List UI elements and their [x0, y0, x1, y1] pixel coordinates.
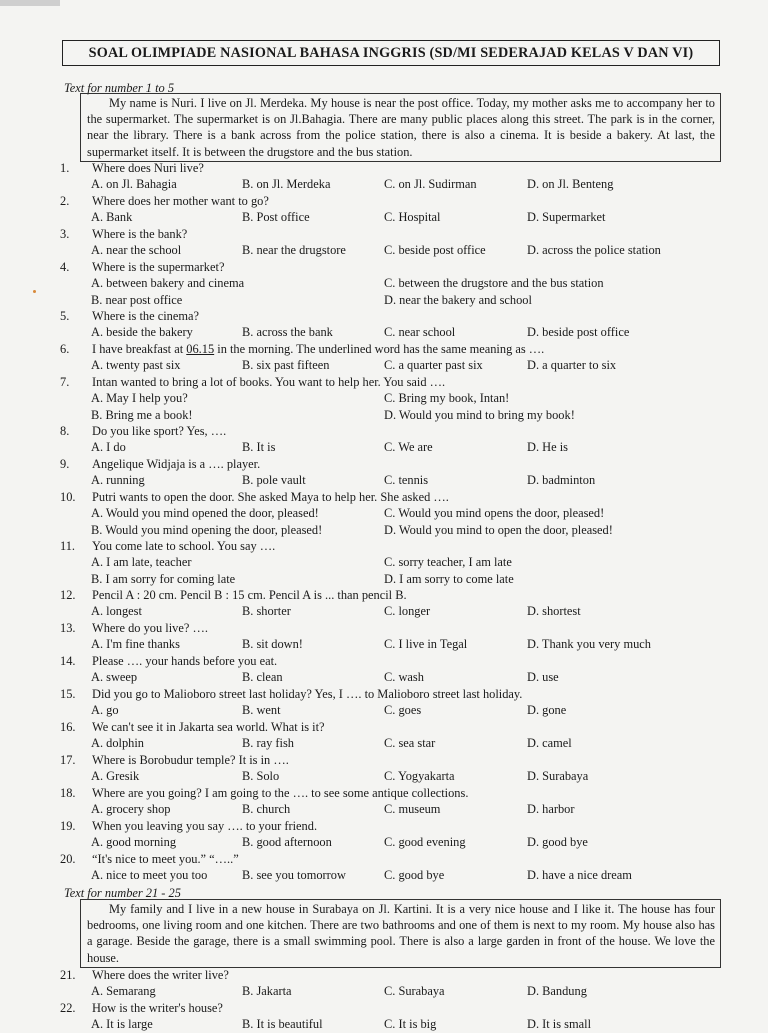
- answer-option: A. longest: [91, 604, 142, 619]
- question-item: [60, 752, 720, 785]
- question-stem: Pencil A : 20 cm. Pencil B : 15 cm. Pencil A is ... than pencil B.: [92, 588, 407, 602]
- options-row: [60, 636, 720, 652]
- question-number: 9.: [60, 457, 70, 471]
- question-item: [60, 653, 720, 686]
- question-number: 4.: [60, 260, 70, 274]
- answer-option: A. I am late, teacher: [91, 555, 192, 570]
- answer-option: C. beside post office: [384, 243, 486, 258]
- question-item: [60, 226, 720, 259]
- options-row: [60, 735, 720, 751]
- answer-option: D. badminton: [527, 473, 596, 488]
- answer-option: D. Thank you very much: [527, 637, 651, 652]
- question-stem: [92, 341, 720, 357]
- question-number: 8.: [60, 424, 70, 438]
- answer-option: C. It is big: [384, 1017, 437, 1032]
- options-row: [60, 867, 720, 883]
- question-number: 10.: [60, 490, 76, 504]
- question-stem: Please …. your hands before you eat.: [92, 654, 278, 668]
- question-number: 18.: [60, 786, 76, 800]
- question-number: 2.: [60, 194, 70, 208]
- question-item: [60, 851, 720, 884]
- question-stem: Where is the bank?: [92, 227, 188, 241]
- options-row: [60, 983, 720, 999]
- answer-option: C. I live in Tegal: [384, 637, 468, 652]
- options-row: [60, 357, 720, 373]
- answer-option: A. running: [91, 473, 145, 488]
- scan-speck: [33, 290, 36, 293]
- answer-option: C. good evening: [384, 835, 466, 850]
- answer-option: B. church: [242, 802, 291, 817]
- question-stem: We can't see it in Jakarta sea world. What is it?: [92, 720, 325, 734]
- answer-option: A. on Jl. Bahagia: [91, 177, 177, 192]
- answer-option: B. six past fifteen: [242, 358, 330, 373]
- answer-option: D. camel: [527, 736, 572, 751]
- question-item: [60, 259, 720, 308]
- answer-option: B. on Jl. Merdeka: [242, 177, 331, 192]
- answer-option: D. Would you mind to bring my book!: [384, 407, 575, 422]
- answer-option: D. beside post office: [527, 325, 630, 340]
- answer-option: C. Yogyakarta: [384, 769, 455, 784]
- answer-option: D. Supermarket: [527, 210, 606, 225]
- question-stem: Where is the supermarket?: [92, 260, 225, 274]
- question-stem: Angelique Widjaja is a …. player.: [92, 457, 261, 471]
- options-row: [60, 801, 720, 817]
- answer-option: C. sea star: [384, 736, 436, 751]
- options-row: [60, 390, 720, 406]
- answer-option: C. tennis: [384, 473, 429, 488]
- options-row: [60, 275, 720, 291]
- options-row: [60, 571, 720, 587]
- answer-option: A. Gresik: [91, 769, 140, 784]
- answer-option: C. wash: [384, 670, 424, 685]
- options-row: [60, 292, 720, 308]
- answer-option: A. Semarang: [91, 984, 156, 999]
- question-item: [60, 193, 720, 226]
- answer-option: C. on Jl. Sudirman: [384, 177, 477, 192]
- question-number: 17.: [60, 753, 76, 767]
- question-stem: Where do you live? ….: [92, 621, 208, 635]
- question-number: 3.: [60, 227, 70, 241]
- question-number: 22.: [60, 1001, 76, 1015]
- reading-passage-2: [80, 899, 721, 968]
- answer-option: C. Bring my book, Intan!: [384, 391, 510, 406]
- answer-option: C. Would you mind opens the door, pleased!: [384, 506, 605, 521]
- answer-option: B. near post office: [91, 292, 183, 307]
- question-item: [60, 719, 720, 752]
- options-row: [60, 669, 720, 685]
- answer-option: B. It is: [242, 440, 276, 455]
- question-item: [60, 160, 720, 193]
- question-stem: Where is the cinema?: [92, 309, 199, 323]
- answer-option: C. between the drugstore and the bus station: [384, 276, 604, 291]
- answer-option: A. It is large: [91, 1017, 153, 1032]
- answer-option: D. across the police station: [527, 243, 661, 258]
- options-row: [60, 407, 720, 423]
- options-row: [60, 768, 720, 784]
- answer-option: A. dolphin: [91, 736, 145, 751]
- question-stem: How is the writer's house?: [92, 1001, 223, 1015]
- question-stem: Did you go to Malioboro street last holiday? Yes, I …. to Malioboro street last holiday.: [92, 687, 523, 701]
- question-item: [60, 374, 720, 423]
- question-stem: Where is Borobudur temple? It is in ….: [92, 753, 289, 767]
- question-number: 7.: [60, 375, 70, 389]
- question-stem: Intan wanted to bring a lot of books. You want to help her. You said ….: [92, 375, 446, 389]
- question-stem: Where does the writer live?: [92, 968, 229, 982]
- answer-option: D. I am sorry to come late: [384, 571, 514, 586]
- answer-option: D. a quarter to six: [527, 358, 617, 373]
- answer-option: D. use: [527, 670, 559, 685]
- question-number: 13.: [60, 621, 76, 635]
- answer-option: C. museum: [384, 802, 441, 817]
- options-row: [60, 472, 720, 488]
- answer-option: B. Post office: [242, 210, 310, 225]
- answer-option: C. near school: [384, 325, 456, 340]
- answer-option: B. I am sorry for coming late: [91, 571, 236, 586]
- question-stem: When you leaving you say …. to your friend.: [92, 819, 318, 833]
- page-title: SOAL OLIMPIADE NASIONAL BAHASA INGGRIS (SD/MI SEDERAJAD KELAS V DAN VI): [62, 40, 720, 66]
- answer-option: B. shorter: [242, 604, 291, 619]
- question-item: [60, 587, 720, 620]
- question-item: [60, 1000, 720, 1033]
- question-stem-part: in the morning. The underlined word has the same meaning as ….: [214, 342, 545, 356]
- options-row: [60, 242, 720, 258]
- answer-option: B. good afternoon: [242, 835, 332, 850]
- answer-option: D. Bandung: [527, 984, 587, 999]
- answer-option: B. went: [242, 703, 281, 718]
- question-item: [60, 785, 720, 818]
- answer-option: D. have a nice dream: [527, 868, 632, 883]
- question-item: [60, 456, 720, 489]
- answer-option: A. I do: [91, 440, 126, 455]
- options-row: [60, 439, 720, 455]
- passage-1-text: My name is Nuri. I live on Jl. Merdeka. My house is near the post office. Today, my mother asks me to accompany her to the supermarket. The supermarket is on Jl.Bahagia. There are many public places along this street. The park is in the corner, near the library. There is a bank across from the police station, there is also a cinema. It is beside a bakery. At last, the supermarket itself. It is between the drugstore and the bus station.: [87, 96, 715, 159]
- answer-option: B. Would you mind opening the door, pleased!: [91, 522, 323, 537]
- question-stem: Putri wants to open the door. She asked Maya to help her. She asked ….: [92, 490, 449, 504]
- answer-option: C. goes: [384, 703, 422, 718]
- answer-option: D. He is: [527, 440, 568, 455]
- question-number: 11.: [60, 539, 76, 553]
- scan-edge-mark: [0, 0, 60, 6]
- question-item: [60, 620, 720, 653]
- answer-option: C. longer: [384, 604, 431, 619]
- passage-2-text: My family and I live in a new house in Surabaya on Jl. Kartini. It is a very nice house and I like it. The house has four bedrooms, one living room and one kitchen. There are two bathrooms and one of them is next to my room. My house also has a garage. Beside the garage, there is a small swimming pool. There is also a large garden in front of the house. We love the house.: [87, 902, 715, 965]
- answer-option: C. sorry teacher, I am late: [384, 555, 512, 570]
- answer-option: D. good bye: [527, 835, 588, 850]
- question-stem-part: I have breakfast at: [92, 342, 187, 356]
- answer-option: B. across the bank: [242, 325, 333, 340]
- answer-option: D. on Jl. Benteng: [527, 177, 614, 192]
- underlined-word: 06.15: [186, 342, 215, 356]
- question-number: 5.: [60, 309, 70, 323]
- options-row: [60, 702, 720, 718]
- answer-option: C. Surabaya: [384, 984, 445, 999]
- question-item: [60, 489, 720, 538]
- answer-option: A. near the school: [91, 243, 182, 258]
- question-stem: Where does her mother want to go?: [92, 194, 269, 208]
- question-number: 19.: [60, 819, 76, 833]
- answer-option: A. Would you mind opened the door, pleased!: [91, 506, 319, 521]
- options-row: [60, 603, 720, 619]
- answer-option: D. gone: [527, 703, 567, 718]
- answer-option: A. May I help you?: [91, 391, 188, 406]
- question-stem: Where does Nuri live?: [92, 161, 204, 175]
- answer-option: C. a quarter past six: [384, 358, 483, 373]
- question-item: [60, 818, 720, 851]
- answer-option: A. twenty past six: [91, 358, 181, 373]
- question-item: [60, 967, 720, 1000]
- answer-option: D. Would you mind to open the door, pleased!: [384, 522, 613, 537]
- question-number: 16.: [60, 720, 76, 734]
- answer-option: A. go: [91, 703, 119, 718]
- answer-option: D. near the bakery and school: [384, 292, 532, 307]
- answer-option: B. Solo: [242, 769, 280, 784]
- answer-option: A. I'm fine thanks: [91, 637, 180, 652]
- options-row: [60, 505, 720, 521]
- answer-option: B. near the drugstore: [242, 243, 346, 258]
- answer-option: A. good morning: [91, 835, 177, 850]
- question-number: 14.: [60, 654, 76, 668]
- options-row: [60, 176, 720, 192]
- question-number: 20.: [60, 852, 76, 866]
- question-item: [60, 686, 720, 719]
- question-number: 12.: [60, 588, 76, 602]
- question-stem: You come late to school. You say ….: [92, 539, 276, 553]
- question-number: 21.: [60, 968, 76, 982]
- question-item: [60, 308, 720, 341]
- answer-option: A. beside the bakery: [91, 325, 193, 340]
- answer-option: B. clean: [242, 670, 283, 685]
- answer-option: D. It is small: [527, 1017, 592, 1032]
- answer-option: D. harbor: [527, 802, 575, 817]
- answer-option: B. sit down!: [242, 637, 303, 652]
- answer-option: B. see you tomorrow: [242, 868, 346, 883]
- answer-option: B. It is beautiful: [242, 1017, 323, 1032]
- section-label-2: Text for number 21 - 25: [64, 886, 181, 900]
- answer-option: A. sweep: [91, 670, 138, 685]
- options-row: [60, 209, 720, 225]
- question-number: 1.: [60, 161, 70, 175]
- answer-option: C. We are: [384, 440, 433, 455]
- options-row: [60, 522, 720, 538]
- answer-option: B. Jakarta: [242, 984, 292, 999]
- answer-option: D. shortest: [527, 604, 581, 619]
- answer-option: A. grocery shop: [91, 802, 171, 817]
- answer-option: D. Surabaya: [527, 769, 589, 784]
- answer-option: B. ray fish: [242, 736, 294, 751]
- answer-option: B. Bring me a book!: [91, 407, 193, 422]
- question-stem: Where are you going? I am going to the …. to see some antique collections.: [92, 786, 469, 800]
- options-row: [60, 1016, 720, 1032]
- options-row: [60, 554, 720, 570]
- options-row: [60, 834, 720, 850]
- answer-option: A. Bank: [91, 210, 133, 225]
- question-item: [60, 538, 720, 587]
- section-label-1: Text for number 1 to 5: [64, 81, 175, 95]
- question-item: [60, 341, 720, 374]
- question-number: 15.: [60, 687, 76, 701]
- question-stem: “It's nice to meet you.” “…..”: [92, 852, 239, 866]
- answer-option: A. between bakery and cinema: [91, 276, 245, 291]
- answer-option: A. nice to meet you too: [91, 868, 208, 883]
- options-row: [60, 324, 720, 340]
- question-stem: Do you like sport? Yes, ….: [92, 424, 227, 438]
- answer-option: C. Hospital: [384, 210, 441, 225]
- question-item: [60, 423, 720, 456]
- question-number: 6.: [60, 342, 70, 356]
- answer-option: C. good bye: [384, 868, 445, 883]
- reading-passage-1: [80, 93, 721, 162]
- answer-option: B. pole vault: [242, 473, 306, 488]
